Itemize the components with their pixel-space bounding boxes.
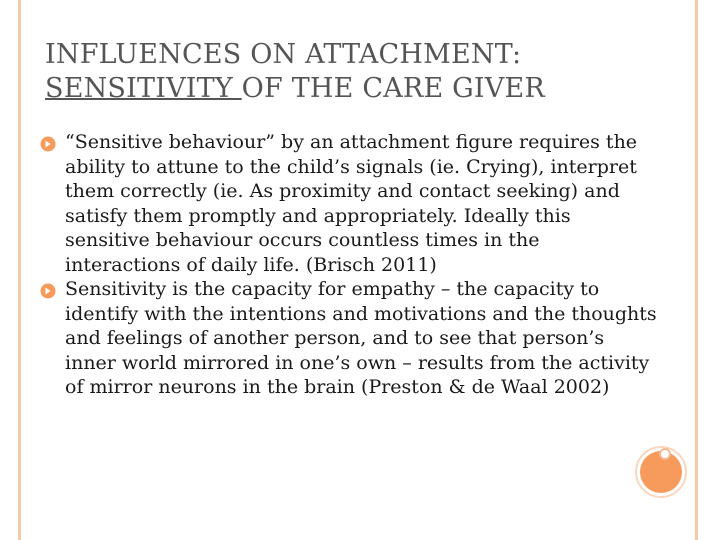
title-rest: OF THE CARE GIVER	[241, 73, 545, 104]
bullet-text: “Sensitive behaviour” by an attachment figure requires the ability to attune to the child’s signals (ie. Crying), interpret them correctly (ie. As proximity and contact seeking) and satisfy them promptly and appropriately. Ideally this sensitive behaviour occurs countless times in the interactions of daily life. (Brisch 2011)	[65, 131, 638, 276]
title-emphasis: SENSITIVITY	[45, 73, 242, 104]
decorative-small-ring	[659, 448, 671, 460]
title-line-1: INFLUENCES ON ATTACHMENT:	[45, 39, 522, 70]
left-decorative-rule	[18, 0, 21, 540]
right-decorative-rule	[695, 0, 698, 540]
bullet-list	[40, 130, 660, 400]
slide-title	[45, 38, 665, 106]
bullet-text: Sensitivity is the capacity for empathy – the capacity to identify with the intentions and motivations and the thoughts and feelings of another person, and to see that person’s inner world mirrored in one’s own – results from the activity of mirror neurons in the brain (Preston & de Waal 2002)	[65, 278, 657, 398]
bullet-item	[40, 277, 660, 400]
bullet-item	[40, 130, 660, 277]
bullet-marker-icon	[40, 136, 56, 152]
title-line-2	[45, 72, 665, 106]
bullet-marker-icon	[40, 283, 56, 299]
